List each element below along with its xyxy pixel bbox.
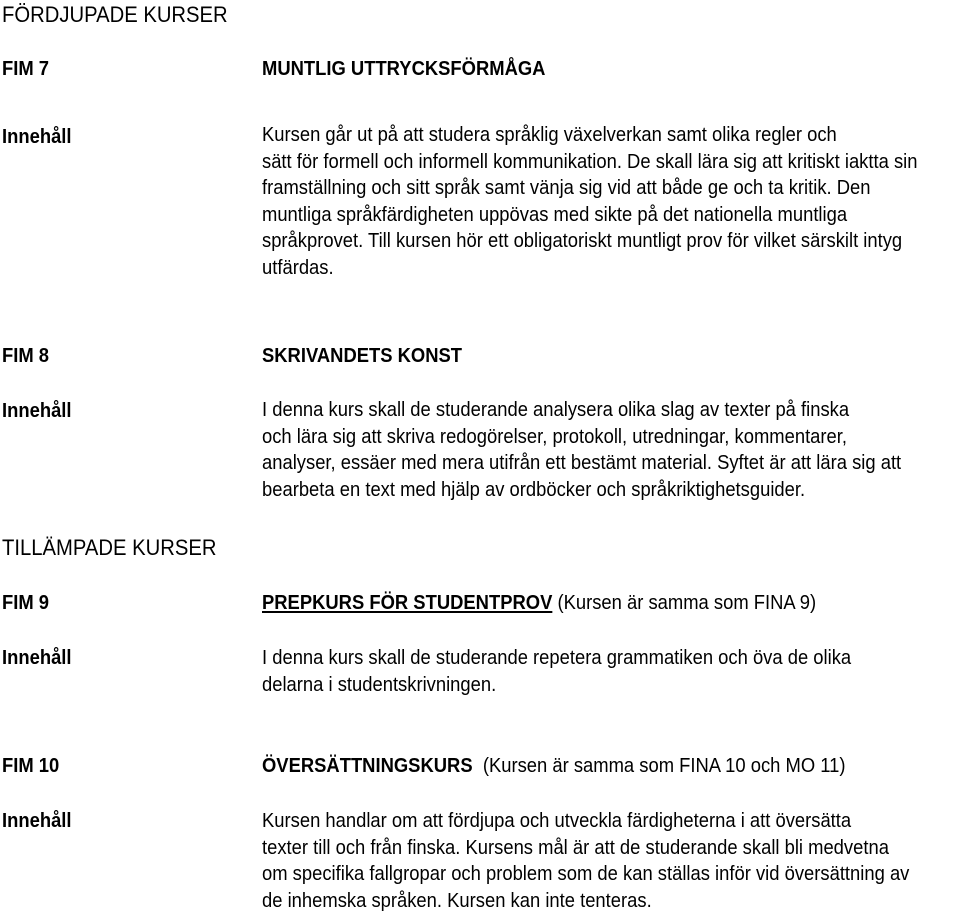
course-description <box>262 808 909 914</box>
course-title-text: MUNTLIG UTTRYCKSFÖRMÅGA <box>262 58 546 80</box>
description-line: analyser, essäer med mera utifrån ett bestämt material. Syftet är att lära sig att <box>262 452 902 474</box>
course-code: FIM 10 <box>2 755 60 777</box>
course-code: FIM 9 <box>2 592 50 614</box>
course-title <box>262 344 462 368</box>
description-line: texter till och från finska. Kursens mål är att de studerande skall bli medvetna <box>262 836 889 859</box>
course-title-note: (Kursen är samma som FINA 10 och MO 11) <box>472 755 846 777</box>
course-title-text: PREPKURS FÖR STUDENTPROV <box>262 592 553 614</box>
description-line: de inhemska språken. Kursen kan inte tenteras. <box>262 889 652 912</box>
course-description <box>262 645 851 698</box>
course-code: FIM 8 <box>2 345 50 367</box>
description-line: bearbeta en text med hjälp av ordböcker och språkriktighetsguider. <box>262 478 806 501</box>
course-description <box>262 397 901 503</box>
description-line: Kursen handlar om att fördjupa och utveckla färdigheterna i att översätta <box>262 810 852 832</box>
content-label: Innehåll <box>2 647 72 669</box>
content-label: Innehåll <box>2 810 72 832</box>
description-line: om specifika fallgropar och problem som de kan ställas inför vid översättning av <box>262 863 910 885</box>
description-line: sätt för formell och informell kommunikation. De skall lära sig att kritiskt iaktta sin <box>262 150 918 173</box>
course-title-text: SKRIVANDETS KONST <box>262 345 463 367</box>
description-line: utfärdas. <box>262 256 334 279</box>
course-title <box>262 591 816 615</box>
course-title-text: ÖVERSÄTTNINGSKURS <box>262 755 473 777</box>
description-line: framställning och sitt språk samt vänja sig vid att både ge och ta kritik. Den <box>262 177 871 199</box>
course-title <box>262 57 545 81</box>
description-line: och lära sig att skriva redogörelser, protokoll, utredningar, kommentarer, <box>262 425 848 448</box>
course-title <box>262 754 845 778</box>
course-code: FIM 7 <box>2 58 50 80</box>
description-line: muntliga språkfärdigheten uppövas med sikte på det nationella muntliga <box>262 203 848 226</box>
description-line: I denna kurs skall de studerande repetera grammatiken och öva de olika <box>262 647 852 669</box>
description-line: Kursen går ut på att studera språklig växelverkan samt olika regler och <box>262 124 837 146</box>
description-line: delarna i studentskrivningen. <box>262 673 497 696</box>
content-label: Innehåll <box>2 126 72 148</box>
description-line: I denna kurs skall de studerande analysera olika slag av texter på finska <box>262 399 850 421</box>
content-label: Innehåll <box>2 400 72 422</box>
section-heading-advanced: FÖRDJUPADE KURSER <box>2 2 228 27</box>
description-line: språkprovet. Till kursen hör ett obligatoriskt muntligt prov för vilket särskilt intyg <box>262 230 903 252</box>
section-heading-applied: TILLÄMPADE KURSER <box>2 535 217 560</box>
course-title-note: (Kursen är samma som FINA 9) <box>552 592 817 614</box>
course-description <box>262 122 917 281</box>
